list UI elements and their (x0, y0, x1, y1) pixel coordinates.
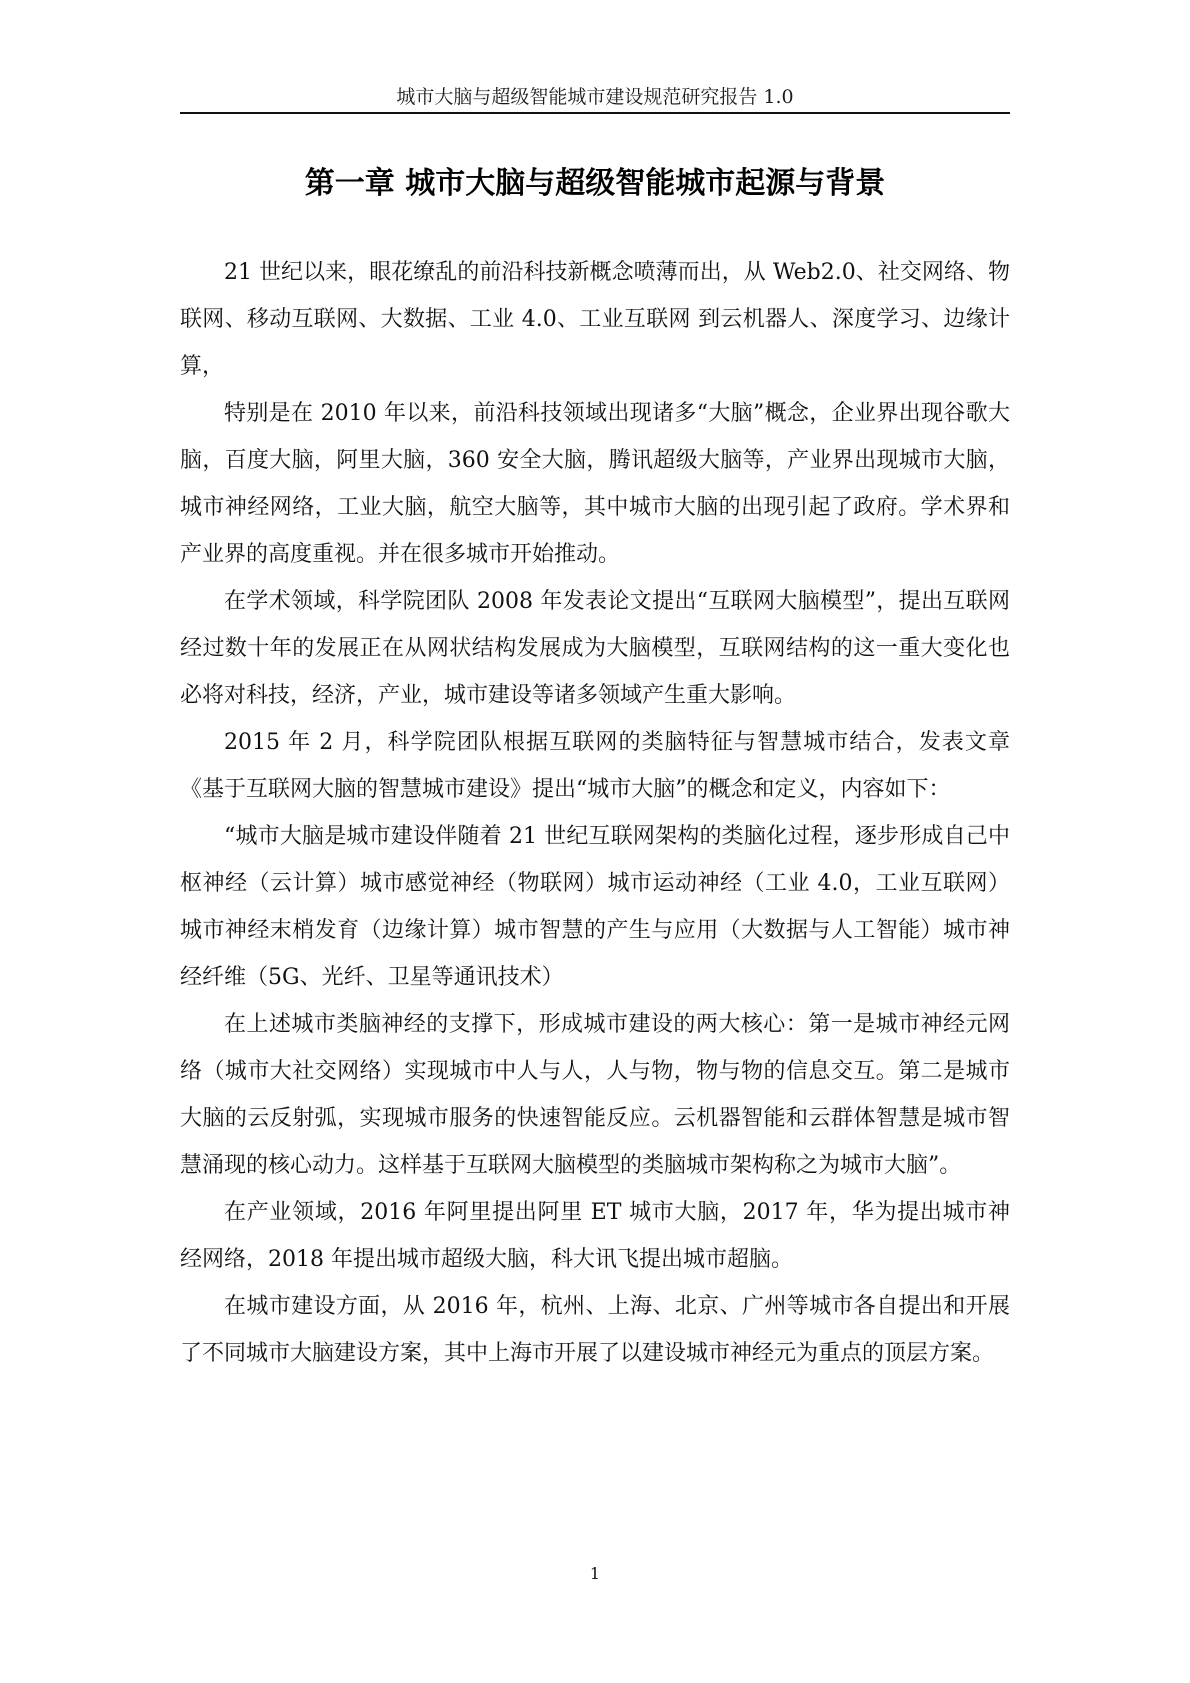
paragraph-brain-concepts: 特别是在 2010 年以来，前沿科技领域出现诸多“大脑”概念，企业界出现谷歌大脑，百度大脑，阿里大脑，360 安全大脑，腾讯超级大脑等，产业界出现城市大脑，城市神经网络，工业大脑，航空大脑等，其中城市大脑的出现引起了政府。学术界和产业界的高度重视。并在很多城市开始推动。 (180, 401, 1010, 567)
paragraph-academic: 在学术领域，科学院团队 2008 年发表论文提出“互联网大脑模型”，提出互联网经过数十年的发展正在从网状结构发展成为大脑模型，互联网结构的这一重大变化也必将对科技，经济，产业，城市建设等诸多领域产生重大影响。 (180, 589, 1010, 708)
page-number: 1 (589, 1564, 601, 1583)
header-divider (180, 112, 1010, 114)
body-text (180, 249, 1010, 1377)
paragraph-2015-definition: 2015 年 2 月，科学院团队根据互联网的类脑特征与智慧城市结合，发表文章《基于互联网大脑的智慧城市建设》提出“城市大脑”的概念和定义，内容如下： (180, 730, 1010, 802)
chapter-title: 第一章 城市大脑与超级智能城市起源与背景 (304, 166, 886, 201)
paragraph-definition-quote: “城市大脑是城市建设伴随着 21 世纪互联网架构的类脑化过程，逐步形成自己中枢神经（云计算）城市感觉神经（物联网）城市运动神经（工业 4.0，工业互联网）城市神经末梢发育（边缘计算）城市智慧的产生与应用（大数据与人工智能）城市神经纤维（5G、光纤、卫星等通讯技术） (180, 824, 1010, 990)
paragraph-intro: 21 世纪以来，眼花缭乱的前沿科技新概念喷薄而出，从 Web2.0、社交网络、物联网、移动互联网、大数据、工业 4.0、工业互联网 到云机器人、深度学习、边缘计算， (180, 260, 1010, 379)
paragraph-industry: 在产业领域，2016 年阿里提出阿里 ET 城市大脑，2017 年，华为提出城市神经网络，2018 年提出城市超级大脑，科大讯飞提出城市超脑。 (180, 1200, 1010, 1272)
paragraph-two-cores: 在上述城市类脑神经的支撑下，形成城市建设的两大核心：第一是城市神经元网络（城市大社交网络）实现城市中人与人，人与物，物与物的信息交互。第二是城市大脑的云反射弧，实现城市服务的快速智能反应。云机器智能和云群体智慧是城市智慧涌现的核心动力。这样基于互联网大脑模型的类脑城市架构称之为城市大脑”。 (180, 1012, 1010, 1178)
paragraph-city-construction: 在城市建设方面，从 2016 年，杭州、上海、北京、广州等城市各自提出和开展了不同城市大脑建设方案，其中上海市开展了以建设城市神经元为重点的顶层方案。 (180, 1294, 1010, 1366)
running-header: 城市大脑与超级智能城市建设规范研究报告 1.0 (396, 86, 794, 108)
